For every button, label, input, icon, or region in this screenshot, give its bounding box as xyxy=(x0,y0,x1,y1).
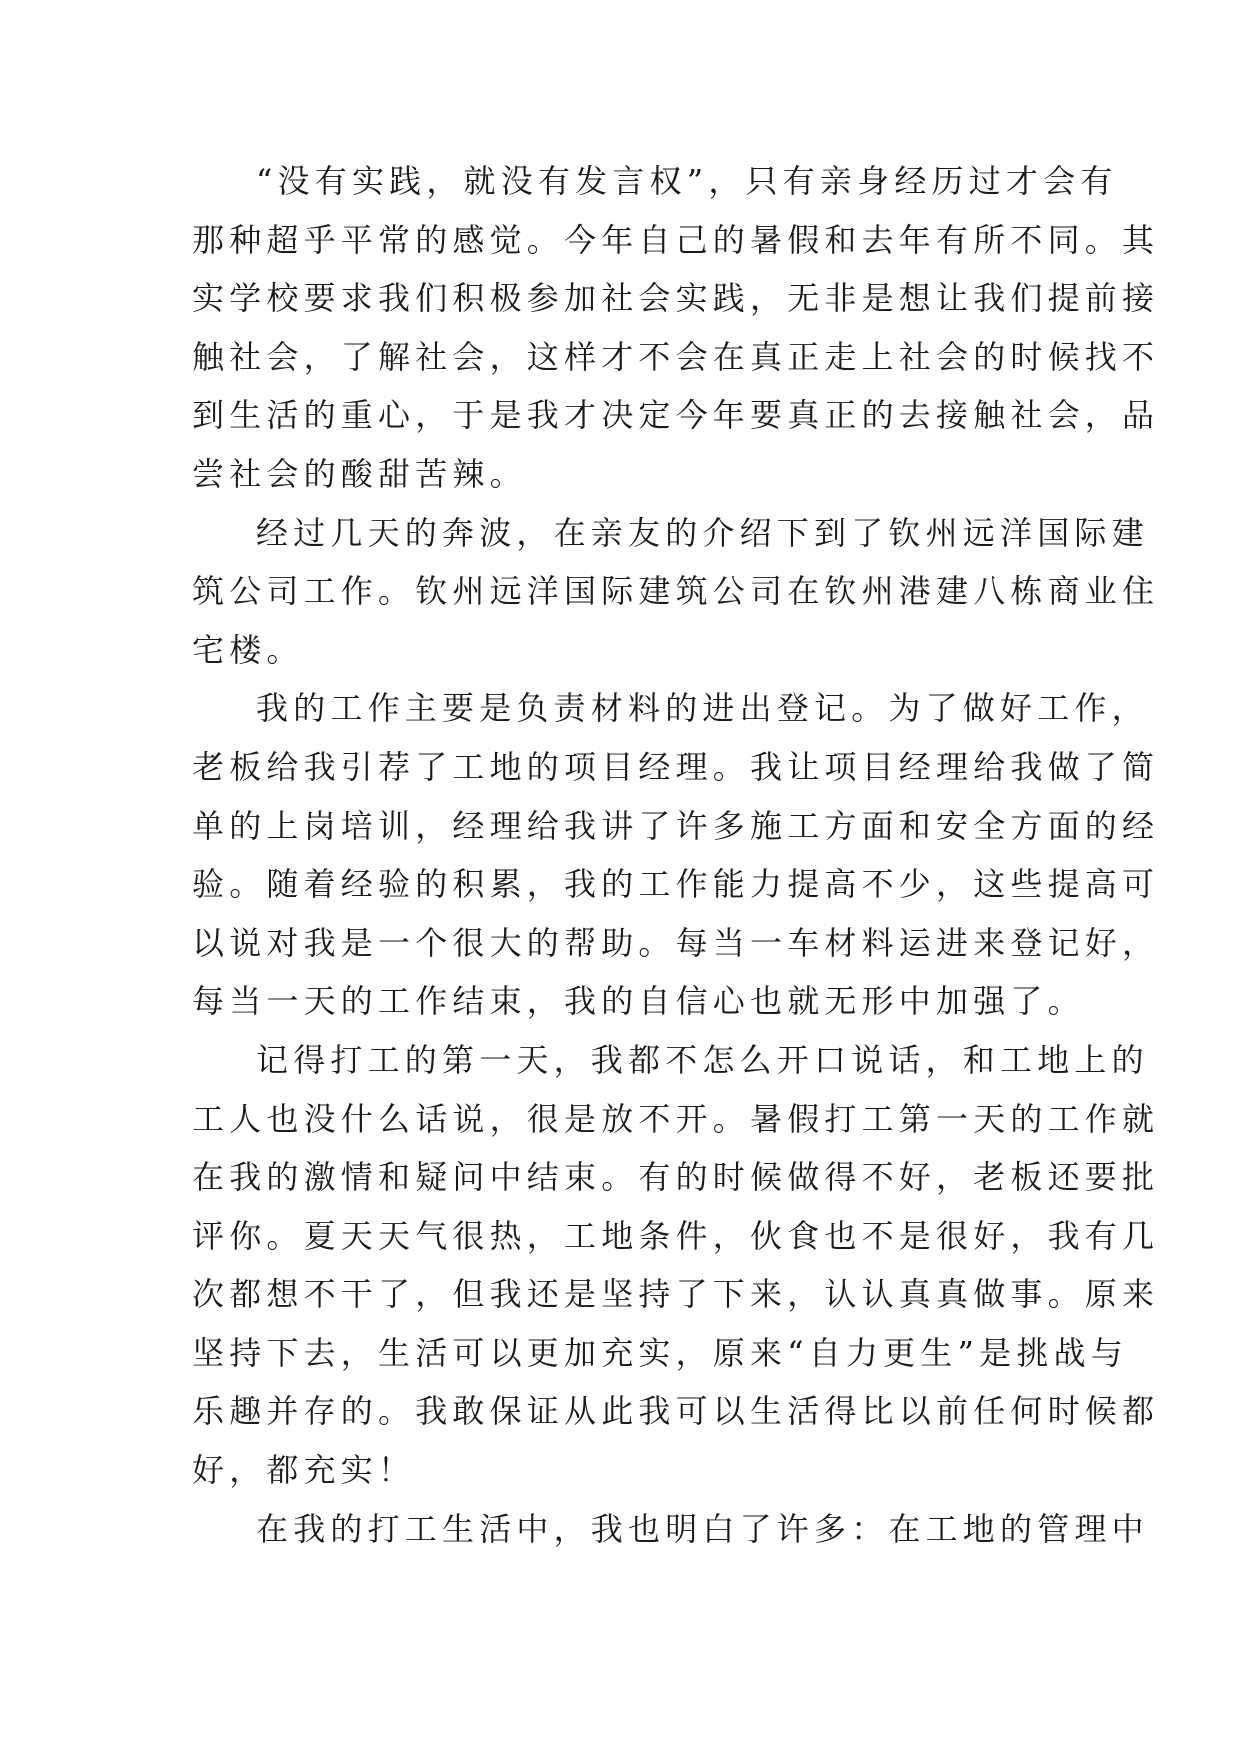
text-line: 好，都充实！ xyxy=(192,1451,416,1490)
text-line: 实学校要求我们积极参加社会实践，无非是想让我们提前接 xyxy=(192,279,1160,318)
text-line: 宅楼。 xyxy=(192,630,304,669)
paragraph xyxy=(192,679,1160,1031)
text-line: 那种超乎平常的感觉。今年自己的暑假和去年有所不同。其 xyxy=(192,220,1160,259)
text-line: 评你。夏天天气很热，工地条件，伙食也不是很好，我有几 xyxy=(192,1216,1160,1255)
text-line: 筑公司工作。钦州远洋国际建筑公司在钦州港建八栋商业住 xyxy=(192,572,1160,611)
text-line: 尝社会的酸甜苦辣。 xyxy=(192,454,527,493)
text-line: 工人也没什么话说，很是放不开。暑假打工第一天的工作就 xyxy=(192,1099,1160,1138)
text-line: 触社会，了解社会，这样才不会在真正走上社会的时候找不 xyxy=(192,337,1160,376)
paragraph xyxy=(192,1500,1149,1559)
text-line: 老板给我引荐了工地的项目经理。我让项目经理给我做了简 xyxy=(192,747,1160,786)
text-line: 次都想不干了，但我还是坚持了下来，认认真真做事。原来 xyxy=(192,1275,1160,1314)
text-line: 到生活的重心，于是我才决定今年要真正的去接触社会，品 xyxy=(192,396,1160,435)
text-line: 记得打工的第一天，我都不怎么开口说话，和工地上的 xyxy=(256,1040,1149,1079)
text-line: 每当一天的工作结束，我的自信心也就无形中加强了。 xyxy=(192,982,1085,1021)
text-line: 乐趣并存的。我敢保证从此我可以生活得比以前任何时候都 xyxy=(192,1392,1160,1431)
text-line: 坚持下去，生活可以更加充实，原来“自力更生”是挑战与 xyxy=(192,1333,1128,1372)
text-line: 验。随着经验的积累，我的工作能力提高不少，这些提高可 xyxy=(192,865,1160,904)
paragraph xyxy=(192,504,1160,680)
text-line: 我的工作主要是负责材料的进出登记。为了做好工作， xyxy=(256,689,1149,728)
text-line: 在我的激情和疑问中结束。有的时候做得不好，老板还要批 xyxy=(192,1158,1160,1197)
text-line: 在我的打工生活中，我也明白了许多：在工地的管理中 xyxy=(256,1509,1149,1548)
text-line: 以说对我是一个很大的帮助。每当一车材料运进来登记好， xyxy=(192,923,1160,962)
text-line: 单的上岗培训，经理给我讲了许多施工方面和安全方面的经 xyxy=(192,806,1160,845)
text-line: “没有实践，就没有发言权”，只有亲身经历过才会有 xyxy=(256,162,1118,200)
document-body xyxy=(192,152,1160,1558)
paragraph xyxy=(192,152,1160,504)
text-line: 经过几天的奔波，在亲友的介绍下到了钦州远洋国际建 xyxy=(256,513,1149,552)
paragraph xyxy=(192,1031,1160,1500)
